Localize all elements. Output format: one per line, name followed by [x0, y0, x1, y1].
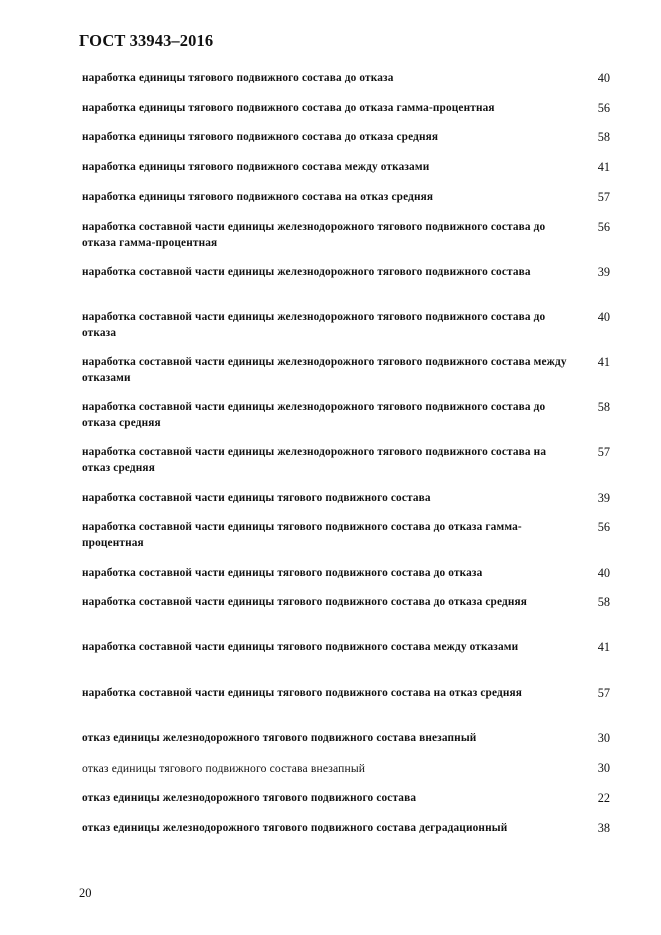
index-page-ref: 56 — [597, 520, 610, 534]
index-term: отказ единицы железнодорожного тягового подвижного состава — [82, 792, 417, 804]
index-page-ref: 30 — [597, 731, 610, 745]
index-term: наработка составной части единицы железнодорожного тягового подвижного состава до отказа средняя — [82, 401, 546, 429]
index-term: наработка составной части единицы железнодорожного тягового подвижного состава между отказами — [82, 356, 567, 384]
index-page-ref: 58 — [597, 400, 610, 414]
index-page-ref: 57 — [597, 445, 610, 459]
index-page-ref: 41 — [597, 355, 610, 369]
index-term: наработка составной части единицы тягового подвижного состава до отказа гамма-процентная — [82, 521, 522, 549]
index-page-ref: 41 — [597, 160, 610, 174]
index-page-ref: 41 — [597, 640, 610, 654]
index-term: отказ единицы железнодорожного тягового подвижного состава деградационный — [82, 822, 508, 834]
index-term: наработка составной части единицы тягового подвижного состава до отказа средняя — [82, 596, 528, 608]
index-term: наработка единицы тягового подвижного состава до отказа гамма-процентная — [82, 102, 495, 114]
index-page-ref: 39 — [597, 491, 610, 505]
index-term: наработка единицы тягового подвижного состава до отказа средняя — [82, 131, 439, 143]
index-term: наработка единицы тягового подвижного состава на отказ средняя — [82, 191, 434, 203]
index-page-ref: 56 — [597, 101, 610, 115]
index-page-ref: 40 — [597, 71, 610, 85]
document-header: ГОСТ 33943–2016 — [79, 31, 214, 50]
index-term: наработка составной части единицы железнодорожного тягового подвижного состава до отказа — [82, 311, 546, 339]
index-term: отказ единицы железнодорожного тягового подвижного состава внезапный — [82, 732, 477, 744]
index-term: наработка единицы тягового подвижного состава между отказами — [82, 161, 430, 173]
index-term: наработка составной части единицы тягового подвижного состава между отказами — [82, 641, 519, 653]
index-page-ref: 22 — [597, 791, 610, 805]
index-page-ref: 39 — [597, 265, 610, 279]
index-page-ref: 57 — [597, 686, 610, 700]
index-page-ref: 40 — [597, 310, 610, 324]
index-page-ref: 40 — [597, 566, 610, 580]
index-term: наработка составной части единицы тягового подвижного состава — [82, 492, 431, 504]
index-term: наработка единицы тягового подвижного состава до отказа — [82, 72, 394, 84]
page-number: 20 — [79, 886, 92, 900]
index-term: наработка составной части единицы тягового подвижного состава до отказа — [82, 567, 483, 579]
index-term: отказ единицы тягового подвижного состава внезапный — [82, 762, 366, 775]
index-term: наработка составной части единицы железнодорожного тягового подвижного состава до отказа гамма-процентная — [82, 221, 546, 249]
index-page-ref: 38 — [597, 821, 610, 835]
index-page-ref: 58 — [597, 130, 610, 144]
index-page-ref: 30 — [597, 761, 610, 775]
index-term: наработка составной части единицы тягового подвижного состава на отказ средняя — [82, 687, 523, 699]
index-page-ref: 57 — [597, 190, 610, 204]
index-page-ref: 56 — [597, 220, 610, 234]
index-term: наработка составной части единицы железнодорожного тягового подвижного состава на отказ средняя — [82, 446, 547, 474]
index-term: наработка составной части единицы железнодорожного тягового подвижного состава — [82, 266, 531, 278]
index-page-ref: 58 — [597, 595, 610, 609]
